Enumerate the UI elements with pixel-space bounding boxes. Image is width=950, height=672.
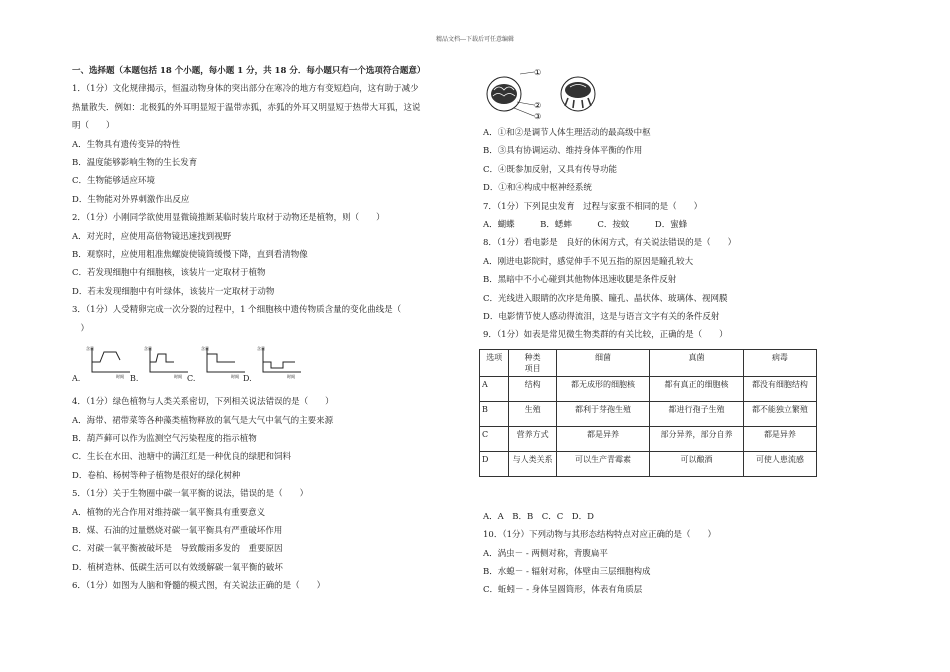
left-line-5: B．温度能够影响生物的生长发育 — [72, 158, 198, 168]
left-line-11: C．若发现细胞中有细胞核，该装片一定取材于植物 — [72, 268, 266, 279]
right-line-2: C．④既参加反射，又具有传导功能 — [483, 164, 618, 175]
left-line-19: A．海带、裙带菜等各种藻类植物释放的氧气是大气中氧气的主要来源 — [72, 415, 334, 426]
svg-text:时间: 时间 — [116, 374, 124, 379]
table-cell: 可以酿酒 — [650, 452, 744, 477]
table-cell: A — [480, 377, 509, 402]
right2-line-4: C．蚯蚓－ - 身体呈圆筒形，体表有角质层 — [483, 585, 643, 596]
svg-text:含量: 含量 — [257, 346, 265, 351]
q3-option-0: A. — [72, 374, 81, 383]
q3-option-2: C. — [187, 374, 196, 383]
table-cell: 都进行孢子生殖 — [650, 402, 744, 427]
svg-text:时间: 时间 — [287, 374, 295, 379]
table-header-cell: 病毒 — [743, 350, 816, 377]
left-line-14: ） — [72, 323, 90, 334]
table-cell: 部分异养，部分自养 — [650, 427, 744, 452]
right-line-5: A．蝴蝶 B．蟋蟀 C．按蚊 D．蜜蜂 — [483, 220, 688, 230]
table-cell: 都不能独立繁殖 — [743, 402, 816, 427]
right2-line-1: 10．（1分）下列动物与其形态结构特点对应正确的是（ ） — [483, 530, 716, 541]
left-line-6: C．生物能够适应环境 — [72, 176, 156, 187]
left-line-23: 5．（1分）关于生物圈中碳一氧平衡的说法，错误的是（ ） — [72, 489, 309, 500]
right2-line-0: A．A B．B C．C D．D — [483, 512, 594, 522]
left-line-27: D．植树造林、低碳生活可以有效缓解碳一氧平衡的破坏 — [72, 562, 283, 573]
table-cell: D — [480, 452, 509, 477]
q3-option-3: D. — [243, 374, 252, 383]
right-line-3: D．①和④构成中枢神经系统 — [483, 183, 592, 194]
right-line-6: 8．（1分）看电影是 良好的休闲方式，有关说法错误的是（ ） — [483, 238, 737, 249]
left-line-28: 6．（1分）如图为人脑和脊髓的模式图，有关说法正确的是（ ） — [72, 581, 326, 592]
table-cell: 可使人患流感 — [743, 452, 816, 477]
left-line-0: 一、选择题（本题包括 18 个小题，每小题 1 分，共 18 分．每小题只有一个选项符合题意） — [72, 66, 426, 76]
left-line-22: D．卷柏、杨树等种子植物是很好的绿化树种 — [72, 470, 241, 481]
table-cell: 与人类关系 — [509, 452, 557, 477]
left-line-13: 3．（1分）人受精卵完成一次分裂的过程中，1 个细胞核中遗传物质含量的变化曲线是（ — [72, 305, 410, 316]
left-line-3: 明（ ） — [72, 121, 115, 132]
left-line-9: A．对光时，应使用高倍物镜迅速找到视野 — [72, 231, 232, 242]
svg-text:时间: 时间 — [231, 374, 239, 379]
svg-text:含量: 含量 — [86, 346, 94, 351]
table-cell: 都没有细胞结构 — [743, 377, 816, 402]
left-line-10: B．观察时，应使用粗准焦螺旋使镜筒缓慢下降，直到看清物像 — [72, 250, 308, 260]
q3-curve-0 — [86, 344, 136, 380]
left-line-7: D．生物能对外界刺激作出反应 — [72, 194, 190, 205]
right-line-1: B．③具有协调运动、维持身体平衡的作用 — [483, 146, 643, 157]
table-row — [480, 402, 817, 427]
right-line-9: C．光线进入眼睛的次序是角膜、瞳孔、晶状体、玻璃体、视网膜 — [483, 293, 728, 304]
svg-text:含量: 含量 — [144, 346, 152, 351]
table-header-cell: 种类 项目 — [509, 350, 557, 377]
left-line-2: 热量散失．例如：北极狐的外耳明显短于温带赤狐，赤狐的外耳又明显短于热带大耳狐，这说 — [72, 102, 421, 113]
q3-option-1: B. — [130, 374, 139, 383]
table-cell: C — [480, 427, 509, 452]
left-line-8: 2．（1分）小刚同学欲使用显微镜推断某临时装片取材于动物还是植物，则（ ） — [72, 213, 385, 224]
page-header: 精品文档---下载后可任意编辑 — [435, 36, 515, 43]
left-line-26: C．对碳一氧平衡被破坏是 导致酸雨多发的 重要原因 — [72, 544, 283, 555]
q3-curve-3 — [257, 344, 307, 380]
microbe-table — [479, 349, 817, 477]
left-line-4: A．生物具有遗传变异的特性 — [72, 139, 181, 150]
left-line-18: 4．（1分）绿色植物与人类关系密切，下列相关说法错误的是（ ） — [72, 397, 334, 408]
table-header-cell: 选项 — [480, 350, 509, 377]
right2-line-3: B．水螅－ - 辐射对称，体壁由三层细胞构成 — [483, 566, 651, 577]
table-cell: 营养方式 — [509, 427, 557, 452]
table-cell: 都利于芽孢生殖 — [556, 402, 649, 427]
table-cell: B — [480, 402, 509, 427]
table-row — [480, 452, 817, 477]
table-header-row — [480, 350, 817, 377]
table-header-cell: 细菌 — [556, 350, 649, 377]
right-line-10: D．电影情节使人感动得流泪，这是与语言文字有关的条件反射 — [483, 312, 720, 322]
table-header-cell: 真菌 — [650, 350, 744, 377]
right-line-4: 7．（1分）下列昆虫发育 过程与家蚕不相同的是（ ） — [483, 201, 703, 212]
table-cell: 都是异养 — [556, 427, 649, 452]
fig-label-2: ② — [534, 101, 542, 110]
left-line-20: B．葫芦藓可以作为监测空气污染程度的指示植物 — [72, 434, 257, 444]
table-cell: 都有真正的细胞核 — [650, 377, 744, 402]
table-cell: 都无成形的细胞核 — [556, 377, 649, 402]
fig-label-3: ③ — [534, 112, 542, 121]
table-row — [480, 427, 817, 452]
right-line-8: B．黑暗中不小心碰到其他物体迅速收腿是条件反射 — [483, 275, 677, 286]
left-line-1: 1．（1分）文化规律揭示，恒温动物身体的突出部分在寒冷的地方有变短趋向，这有助于减少 — [72, 84, 419, 95]
svg-text:含量: 含量 — [201, 346, 209, 351]
right2-line-2: A．涡虫－ - 两侧对称，背腹扁平 — [483, 548, 608, 559]
table-cell: 可以生产青霉素 — [556, 452, 649, 477]
right-line-11: 9．（1分）如表是常见微生物类群的有关比较，正确的是（ ） — [483, 330, 728, 341]
right-line-0: A．①和②是调节人体生理活动的最高级中枢 — [483, 128, 651, 138]
fig-label-1: ① — [534, 68, 542, 77]
left-line-24: A．植物的光合作用对维持碳一氧平衡具有重要意义 — [72, 507, 266, 518]
svg-text:时间: 时间 — [174, 374, 182, 379]
table-cell: 生殖 — [509, 402, 557, 427]
left-line-21: C．生长在水田、池塘中的满江红是一种优良的绿肥和饲料 — [72, 452, 292, 463]
left-line-12: D．若未发现细胞中有叶绿体，该装片一定取材于动物 — [72, 286, 275, 297]
right-line-7: A．刚进电影院时，感觉伸手不见五指的原因是瞳孔较大 — [483, 256, 694, 267]
left-line-25: B．煤、石油的过量燃烧对碳一氧平衡具有严重破坏作用 — [72, 526, 283, 536]
brain-spinal-figure — [484, 62, 604, 124]
table-row — [480, 377, 817, 402]
table-cell: 都是异养 — [743, 427, 816, 452]
table-cell: 结构 — [509, 377, 557, 402]
